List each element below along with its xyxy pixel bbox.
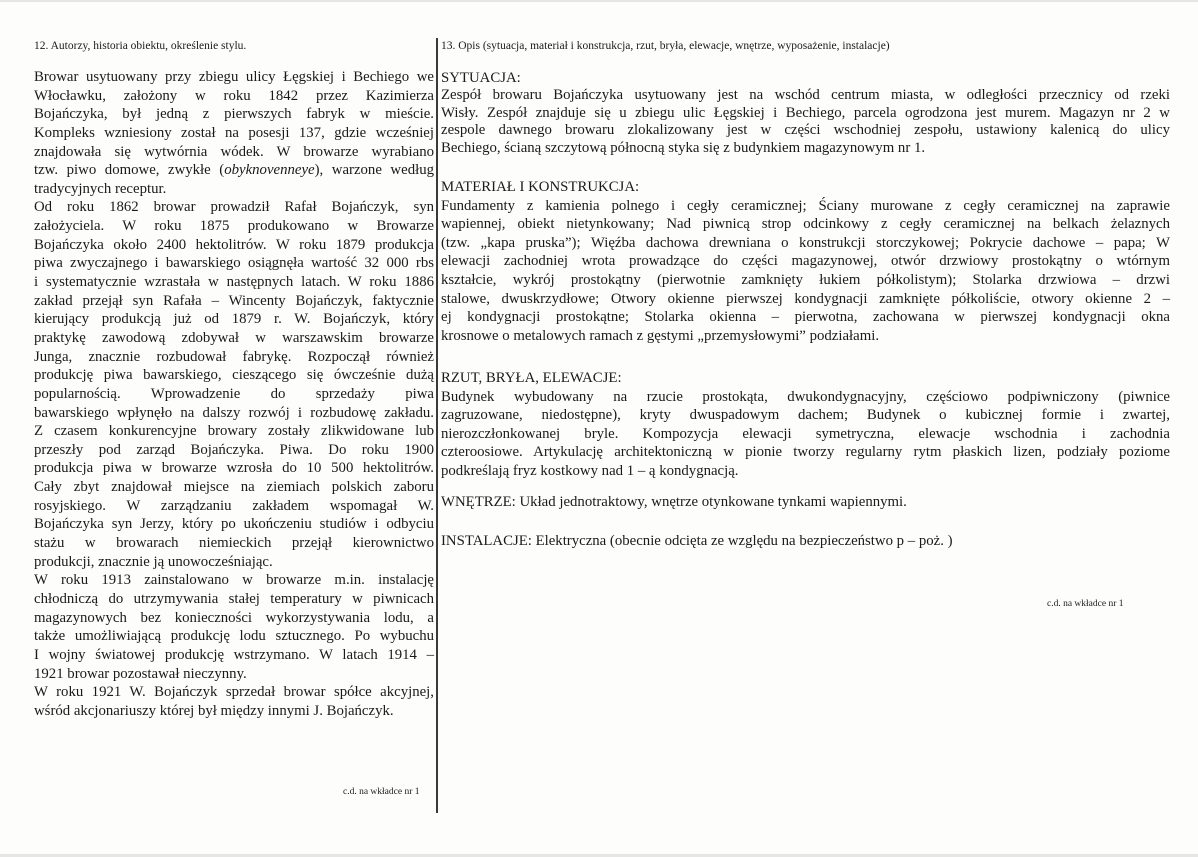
text-line: także umożliwiającą produkcję lodu sztucznego. Po wybuchu xyxy=(34,628,434,645)
section-13-heading: 13. Opis (sytuacja, materiał i konstrukcja, rzut, bryła, elewacje, wnętrze, wyposażenie, instalacje) xyxy=(441,40,890,52)
text-line: (tzw. „kapa pruska”); Więźba dachowa drewniana o konstrukcji storczykowej; Pokrycie dachowe – papa; W xyxy=(441,234,1170,251)
text-line: magazynowych bez konieczności wykorzystywania lodu, a xyxy=(34,609,434,626)
text-line: ej kondygnacji prostokątne; Stolarka okienna – pierwotna, zachowana w pierwszej kondygnacji okna xyxy=(441,309,1170,326)
text-line: kierujący produkcją już od 1879 r. W. Bojańczyk, który xyxy=(34,311,434,328)
text-line: Fundamenty z kamienia polnego i cegły ceramicznej; Ściany murowane z cegły ceramicznej na zaprawie xyxy=(441,197,1170,214)
scan-edge-top xyxy=(0,0,1198,2)
text-line: podkreślają fryz kostkowy nad 1 – ą kondygnacją. xyxy=(441,462,739,479)
text-line: tradycyjnych receptur. xyxy=(34,180,167,197)
section-wnetrze xyxy=(441,493,1170,512)
text-line: Z czasem konkurencyjne browary zostały zlikwidowane lub xyxy=(34,423,434,440)
section-material-konstrukcja xyxy=(441,178,1170,345)
text-line: Bojańczyka, był jedną z pierwszych fabryk w mieście. xyxy=(34,106,434,123)
text-segment: tzw. piwo domowe, zwykłe ( xyxy=(34,162,225,179)
text-line: kształcie, wykrój prostokątny (pierwotnie zamknięty łukiem półkolistym); Stolarka drzwiowa – drzwi xyxy=(441,271,1170,288)
text-line: produkcję piwa bawarskiego, cieszącego się ówcześnie dużą xyxy=(34,367,434,384)
italic-term: obyknovenneye xyxy=(224,162,315,179)
text-line: popularnością. Wprowadzenie do sprzedaży piwa xyxy=(34,385,434,402)
text-line: zespole dawnego browaru zlokalizowany jest w części wschodniej zespołu, ustawiony kalenicą do ulicy xyxy=(441,122,1170,139)
section-instalacje xyxy=(441,532,1170,551)
section-12-heading: 12. Autorzy, historia obiektu, określenie stylu. xyxy=(34,40,247,52)
text-line: krosnowe o metalowych ramach z gęstymi „przemysłowymi” podziałami. xyxy=(441,327,880,344)
text-line: Budynek wybudowany na rzucie prostokąta, dwukondygnacyjny, częściowo podpiwniczony (piwnice xyxy=(441,388,1170,405)
text-line: wapiennej, obiekt nietynkowany; Nad piwnicą strop odcinkowy z cegły ceramicznej na belkach żelaznych xyxy=(441,216,1170,233)
text-line xyxy=(34,161,434,180)
text-line: i systematycznie wzrastała w następnych latach. W roku 1886 xyxy=(34,274,434,291)
text-line: stażu w browarach niemieckich przejął kierownictwo xyxy=(34,535,434,552)
right-continuation-note: c.d. na wkładce nr 1 xyxy=(1047,599,1124,609)
text-line: praktykę zawodową zdobywał w warszawskim browarze xyxy=(34,329,434,346)
text-line: Junga, znacznie rozbudował fabrykę. Rozpoczął również xyxy=(34,348,434,365)
text-line: Włocławku, założony w roku 1842 przez Kazimierza xyxy=(34,87,434,104)
text-line: zakład przejął syn Rafała – Wincenty Bojańczyk, faktycznie xyxy=(34,292,434,309)
text-line: Browar usytuowany przy zbiegu ulicy Łęgskiej i Bechiego we xyxy=(34,69,434,85)
text-line: Bechiego, ścianą szczytową północną styka się z budynkiem magazynowym nr 1. xyxy=(441,139,926,156)
text-line: Bojańczyka około 2400 hektolitrów. W roku 1879 produkcja xyxy=(34,236,434,253)
text-line: RZUT, BRYŁA, ELEWACJE: xyxy=(441,370,622,386)
text-line: piwa zwyczajnego i bawarskiego osiągnęła wartość 32 000 rbs xyxy=(34,255,434,272)
text-line: rosyjskiego. W zarządzaniu zakładem wspomagał W. xyxy=(34,497,434,514)
text-line: Zespół browaru Bojańczyka usytuowany jest na wschód centrum miasta, w odległości przecznicy od rzeki xyxy=(441,87,1170,104)
text-line: WNĘTRZE: Układ jednotraktowy, wnętrze otynkowane tynkami wapiennymi. xyxy=(441,494,907,510)
text-line: stalowe, dwuskrzydłowe; Otwory okienne pierwszej kondygnacji zamknięte półkoliście, otwory okienne 2 – xyxy=(441,290,1170,307)
section-rzut-bryla-elewacje xyxy=(441,369,1170,481)
text-line: Cały zbyt znajdował miejsce na ziemiach polskich zaboru xyxy=(34,479,434,496)
text-line: Bojańczyka syn Jerzy, który po ukończeniu studiów i odbyciu xyxy=(34,516,434,533)
text-line: czteroosiowe. Artykulację architektoniczną w pionie tworzy regularny rytm płaskich lizen, podziały poziome xyxy=(441,444,1170,461)
text-line: Od roku 1862 browar prowadził Rafał Bojańczyk, syn xyxy=(34,199,434,216)
text-line: I wojny światowej produkcję wstrzymano. W latach 1914 – xyxy=(34,646,434,663)
text-line: W roku 1921 W. Bojańczyk sprzedał browar spółce akcyjnej, xyxy=(34,684,434,701)
text-segment: ), warzone według xyxy=(314,162,434,179)
text-line: bawarskiego wpłynęło na dalszy rozwój i rozbudowę zakładu. xyxy=(34,404,434,421)
text-line: SYTUACJA: xyxy=(441,70,521,86)
section-sytuacja xyxy=(441,70,1170,157)
text-line: MATERIAŁ I KONSTRUKCJA: xyxy=(441,179,640,195)
text-line: wśród akcjonariuszy której był między innymi J. Bojańczyk. xyxy=(34,702,394,719)
text-line: chłodniczą do utrzymywania stałej temperatury w piwnicach xyxy=(34,590,434,607)
text-line: nierozczłonkowanej bryle. Kompozycja elewacji symetryczna, elewacje wschodnia i zachodnia xyxy=(441,425,1170,442)
text-line: przeszły pod zarząd Bojańczyka. Piwa. Do roku 1900 xyxy=(34,441,434,458)
text-line: założyciela. W roku 1875 produkowano w Browarze xyxy=(34,218,434,235)
text-line: zagruzowane, niedostępne), kryty dwuspadowym dachem; Budynek o kubicznej formie i zwartej, xyxy=(441,407,1170,424)
text-line: produkcji, znacznie ją unowocześniając. xyxy=(34,553,273,570)
text-line: W roku 1913 zainstalowano w browarze m.in. instalację xyxy=(34,572,434,589)
text-line: znajdowała się wytwórnia wódek. W browarze wyrabiano xyxy=(34,143,434,160)
text-line: INSTALACJE: Elektryczna (obecnie odcięta ze względu na bezpieczeństwo p – poż. ) xyxy=(441,533,953,549)
left-continuation-note: c.d. na wkładce nr 1 xyxy=(343,787,420,797)
text-line: elewacji zachodniej wrota prowadzące do części magazynowej, otwór drzwiowy prostokątny o wtórnym xyxy=(441,253,1170,270)
text-line: 1921 browar pozostawał nieczynny. xyxy=(34,665,247,682)
history-text xyxy=(34,68,434,720)
text-line: Wisły. Zespół znajduje się u zbiegu ulic Łęgskiej i Bechiego, parcela ogrodzona jest murem. Magazyn nr 2 w xyxy=(441,104,1170,121)
column-divider xyxy=(436,38,438,813)
text-line: produkcja piwa w browarze wzrosła do 10 500 hektolitrów. xyxy=(34,460,434,477)
text-line: Kompleks wzniesiony został na posesji 137, gdzie wcześniej xyxy=(34,124,434,141)
